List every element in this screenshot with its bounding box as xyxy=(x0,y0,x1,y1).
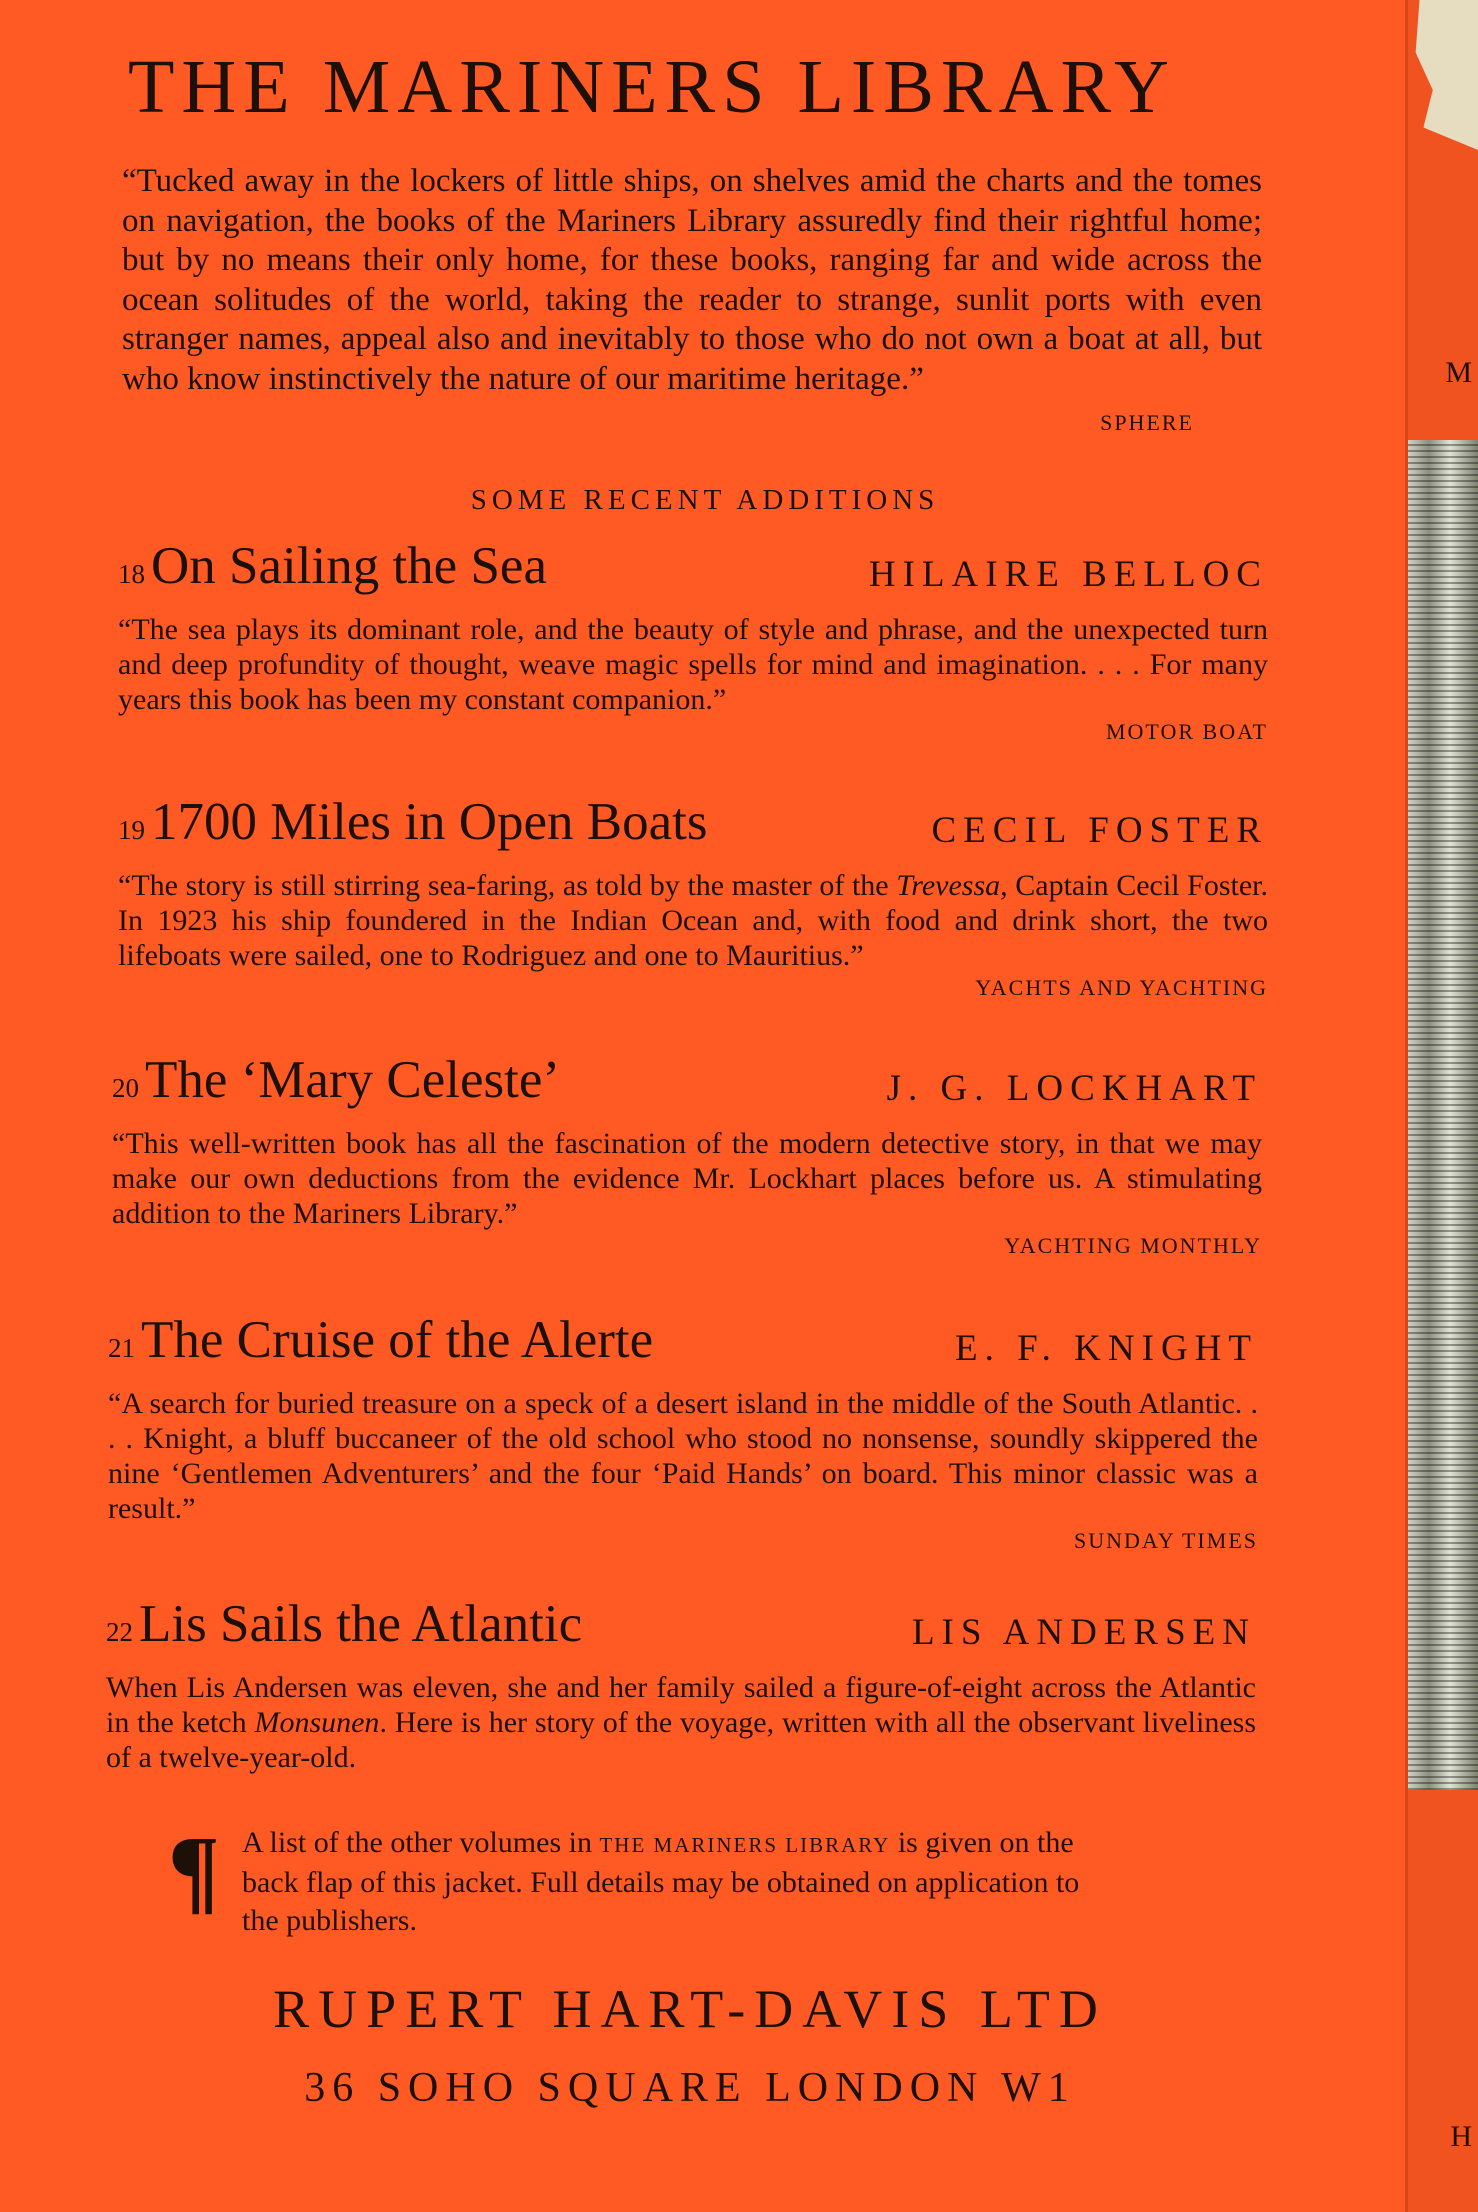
review-source: YACHTING MONTHLY xyxy=(1004,1233,1262,1258)
series-title: THE MARINERS LIBRARY xyxy=(128,45,1176,129)
book-entry-21 xyxy=(108,1310,1258,1554)
entry-number: 22 xyxy=(106,1617,133,1647)
review-quote: “A search for buried treasure on a speck of a desert island in the middle of the South Atlantic. . . . Knight, a bluff buccaneer of the old school who stood no nonsense, soundly skippered the nine ‘Gentlemen Adventurers’ and the four ‘Paid Hands’ on board. This minor classic was a result.” xyxy=(108,1387,1258,1525)
book-title: The Cruise of the Alerte xyxy=(141,1311,654,1369)
book-author: LIS ANDERSEN xyxy=(911,1612,1256,1653)
note-text-after: is given on the back flap of this jacket. Full details may be obtained on application to the publishers. xyxy=(242,1826,1080,1937)
review-source: SUNDAY TIMES xyxy=(1074,1528,1258,1553)
intro-quote: “Tucked away in the lockers of little ships, on shelves amid the charts and the tomes on navigation, the books of the Mariners Library assuredly find their rightful home; but by no means their only home, for these books, ranging far and wide across the ocean solitudes of the world, taking the reader to strange, sunlit ports with even stranger names, appeal also and inevitably to those who do not own a boat at all, but who know instinctively the nature of our maritime heritage.” xyxy=(122,163,1262,397)
spine-letter-bottom: H xyxy=(1450,2120,1472,2153)
entry-header xyxy=(118,536,1268,602)
ship-name: Trevessa xyxy=(896,869,1001,902)
book-title: On Sailing the Sea xyxy=(151,537,547,595)
ship-name: Monsunen xyxy=(254,1706,380,1739)
pilcrow-mark: ¶ xyxy=(168,1816,220,1923)
review-quote: “The sea plays its dominant role, and the beauty of style and phrase, and the unexpected turn and deep profundity of thought, weave magic spells for mind and imagination. . . . For many years this book has been my constant companion.” xyxy=(118,613,1268,716)
entry-header xyxy=(112,1050,1262,1116)
spine-illustration-strip xyxy=(1408,440,1478,1790)
book-title: 1700 Miles in Open Boats xyxy=(151,793,708,851)
section-heading: SOME RECENT ADDITIONS xyxy=(470,484,940,516)
note-series-name: THE MARINERS LIBRARY xyxy=(599,1833,891,1857)
entry-header xyxy=(118,792,1268,858)
intro-source: SPHERE xyxy=(1100,410,1194,435)
book-author: J. G. LOCKHART xyxy=(886,1068,1262,1109)
book-description: When Lis Andersen was eleven, she and her family sailed a figure-of-eight across the Atlantic in the ketch Monsunen. Here is her story of the voyage, written with all the observant liveliness of a twelve-year-old. xyxy=(106,1671,1256,1774)
book-entry-19 xyxy=(118,792,1268,1001)
book-title: The ‘Mary Celeste’ xyxy=(145,1051,560,1109)
review-quote: “The story is still stirring sea-faring, as told by the master of the Trevessa, Captain Cecil Foster. In 1923 his ship foundered in the Indian Ocean and, with food and drink short, the two lifeboats were sailed, one to Rodriguez and one to Mauritius.” xyxy=(118,869,1269,972)
entry-number: 18 xyxy=(118,559,145,589)
publisher-address: 36 SOHO SQUARE LONDON W1 xyxy=(304,2065,1076,2111)
book-entry-22 xyxy=(106,1594,1256,1775)
book-entry-18 xyxy=(118,536,1268,745)
entry-header xyxy=(106,1594,1256,1660)
book-entry-20 xyxy=(112,1050,1262,1259)
publisher-name: RUPERT HART-DAVIS LTD xyxy=(273,1979,1107,2039)
entry-number: 20 xyxy=(112,1073,139,1103)
entry-header xyxy=(108,1310,1258,1376)
note-text-before: A list of the other volumes in xyxy=(242,1826,600,1859)
review-source: YACHTS AND YACHTING xyxy=(975,975,1268,1000)
book-author: HILAIRE BELLOC xyxy=(868,554,1268,595)
note-text xyxy=(242,1824,1118,1940)
review-source: MOTOR BOAT xyxy=(1105,719,1268,744)
book-author: CECIL FOSTER xyxy=(931,810,1268,851)
back-flap-note xyxy=(168,1816,1118,1940)
book-author: E. F. KNIGHT xyxy=(954,1328,1258,1369)
entry-number: 21 xyxy=(108,1333,135,1363)
review-quote: “This well-written book has all the fascination of the modern detective story, in that we may make our own deductions from the evidence Mr. Lockhart places before us. A stimulating addition to the Mariners Library.” xyxy=(112,1127,1262,1230)
book-title: Lis Sails the Atlantic xyxy=(139,1595,583,1653)
entry-number: 19 xyxy=(118,815,145,845)
spine-letter-top: M xyxy=(1445,356,1472,389)
